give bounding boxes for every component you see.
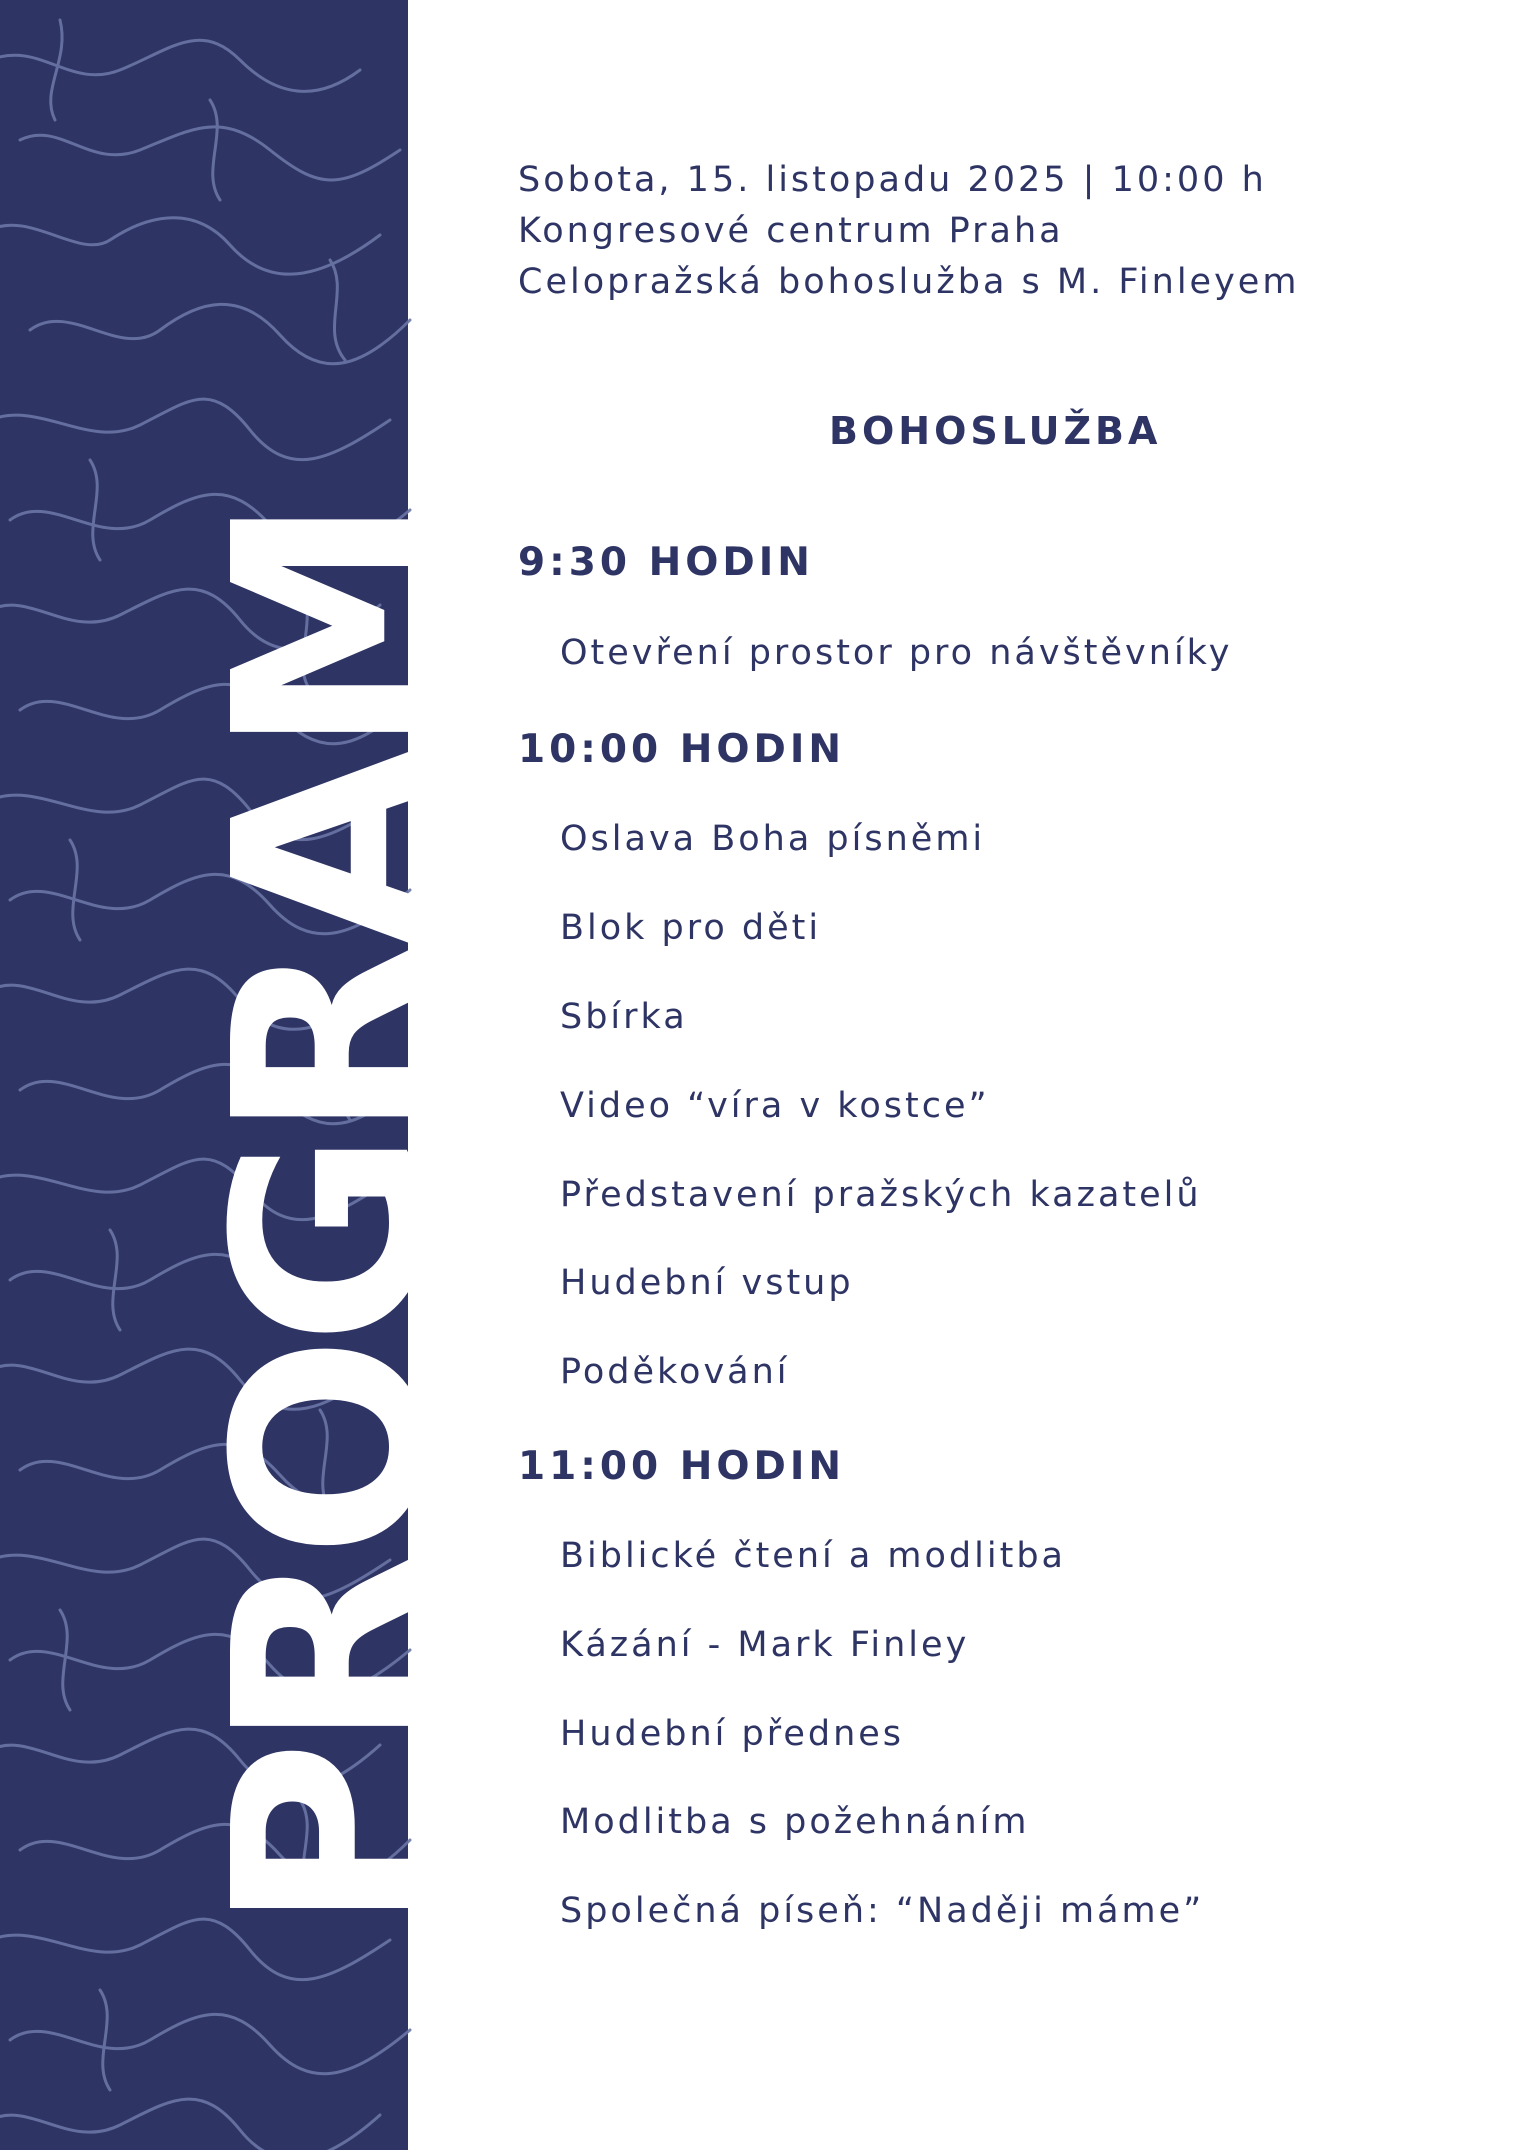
program-item: Hudební přednes [560,1714,905,1754]
event-description: Celopražská bohoslužba s M. Finleyem [518,262,1300,302]
program-item: Představení pražských kazatelů [560,1175,1202,1215]
time-heading: 10:00 HODIN [518,727,846,772]
program-item: Otevření prostor pro návštěvníky [560,633,1233,673]
program-item: Modlitba s požehnáním [560,1802,1030,1842]
program-item: Biblické čtení a modlitba [560,1536,1066,1576]
program-item: Hudební vstup [560,1263,854,1303]
program-vertical-title: PROGRAM [178,505,483,1932]
sidebar-panel [0,0,483,2150]
event-date-time: Sobota, 15. listopadu 2025 | 10:00 h [518,160,1267,200]
time-heading: 9:30 HODIN [518,540,814,585]
program-item: Video “víra v kostce” [560,1086,990,1126]
event-venue: Kongresové centrum Praha [518,211,1064,251]
program-item: Poděkování [560,1352,790,1392]
program-item: Oslava Boha písněmi [560,819,986,859]
program-item: Blok pro děti [560,908,822,948]
time-heading: 11:00 HODIN [518,1444,846,1489]
program-item: Sbírka [560,997,688,1037]
program-item: Kázání - Mark Finley [560,1625,970,1665]
section-title: BOHOSLUŽBA [829,409,1162,453]
program-item: Společná píseň: “Naději máme” [560,1891,1205,1931]
